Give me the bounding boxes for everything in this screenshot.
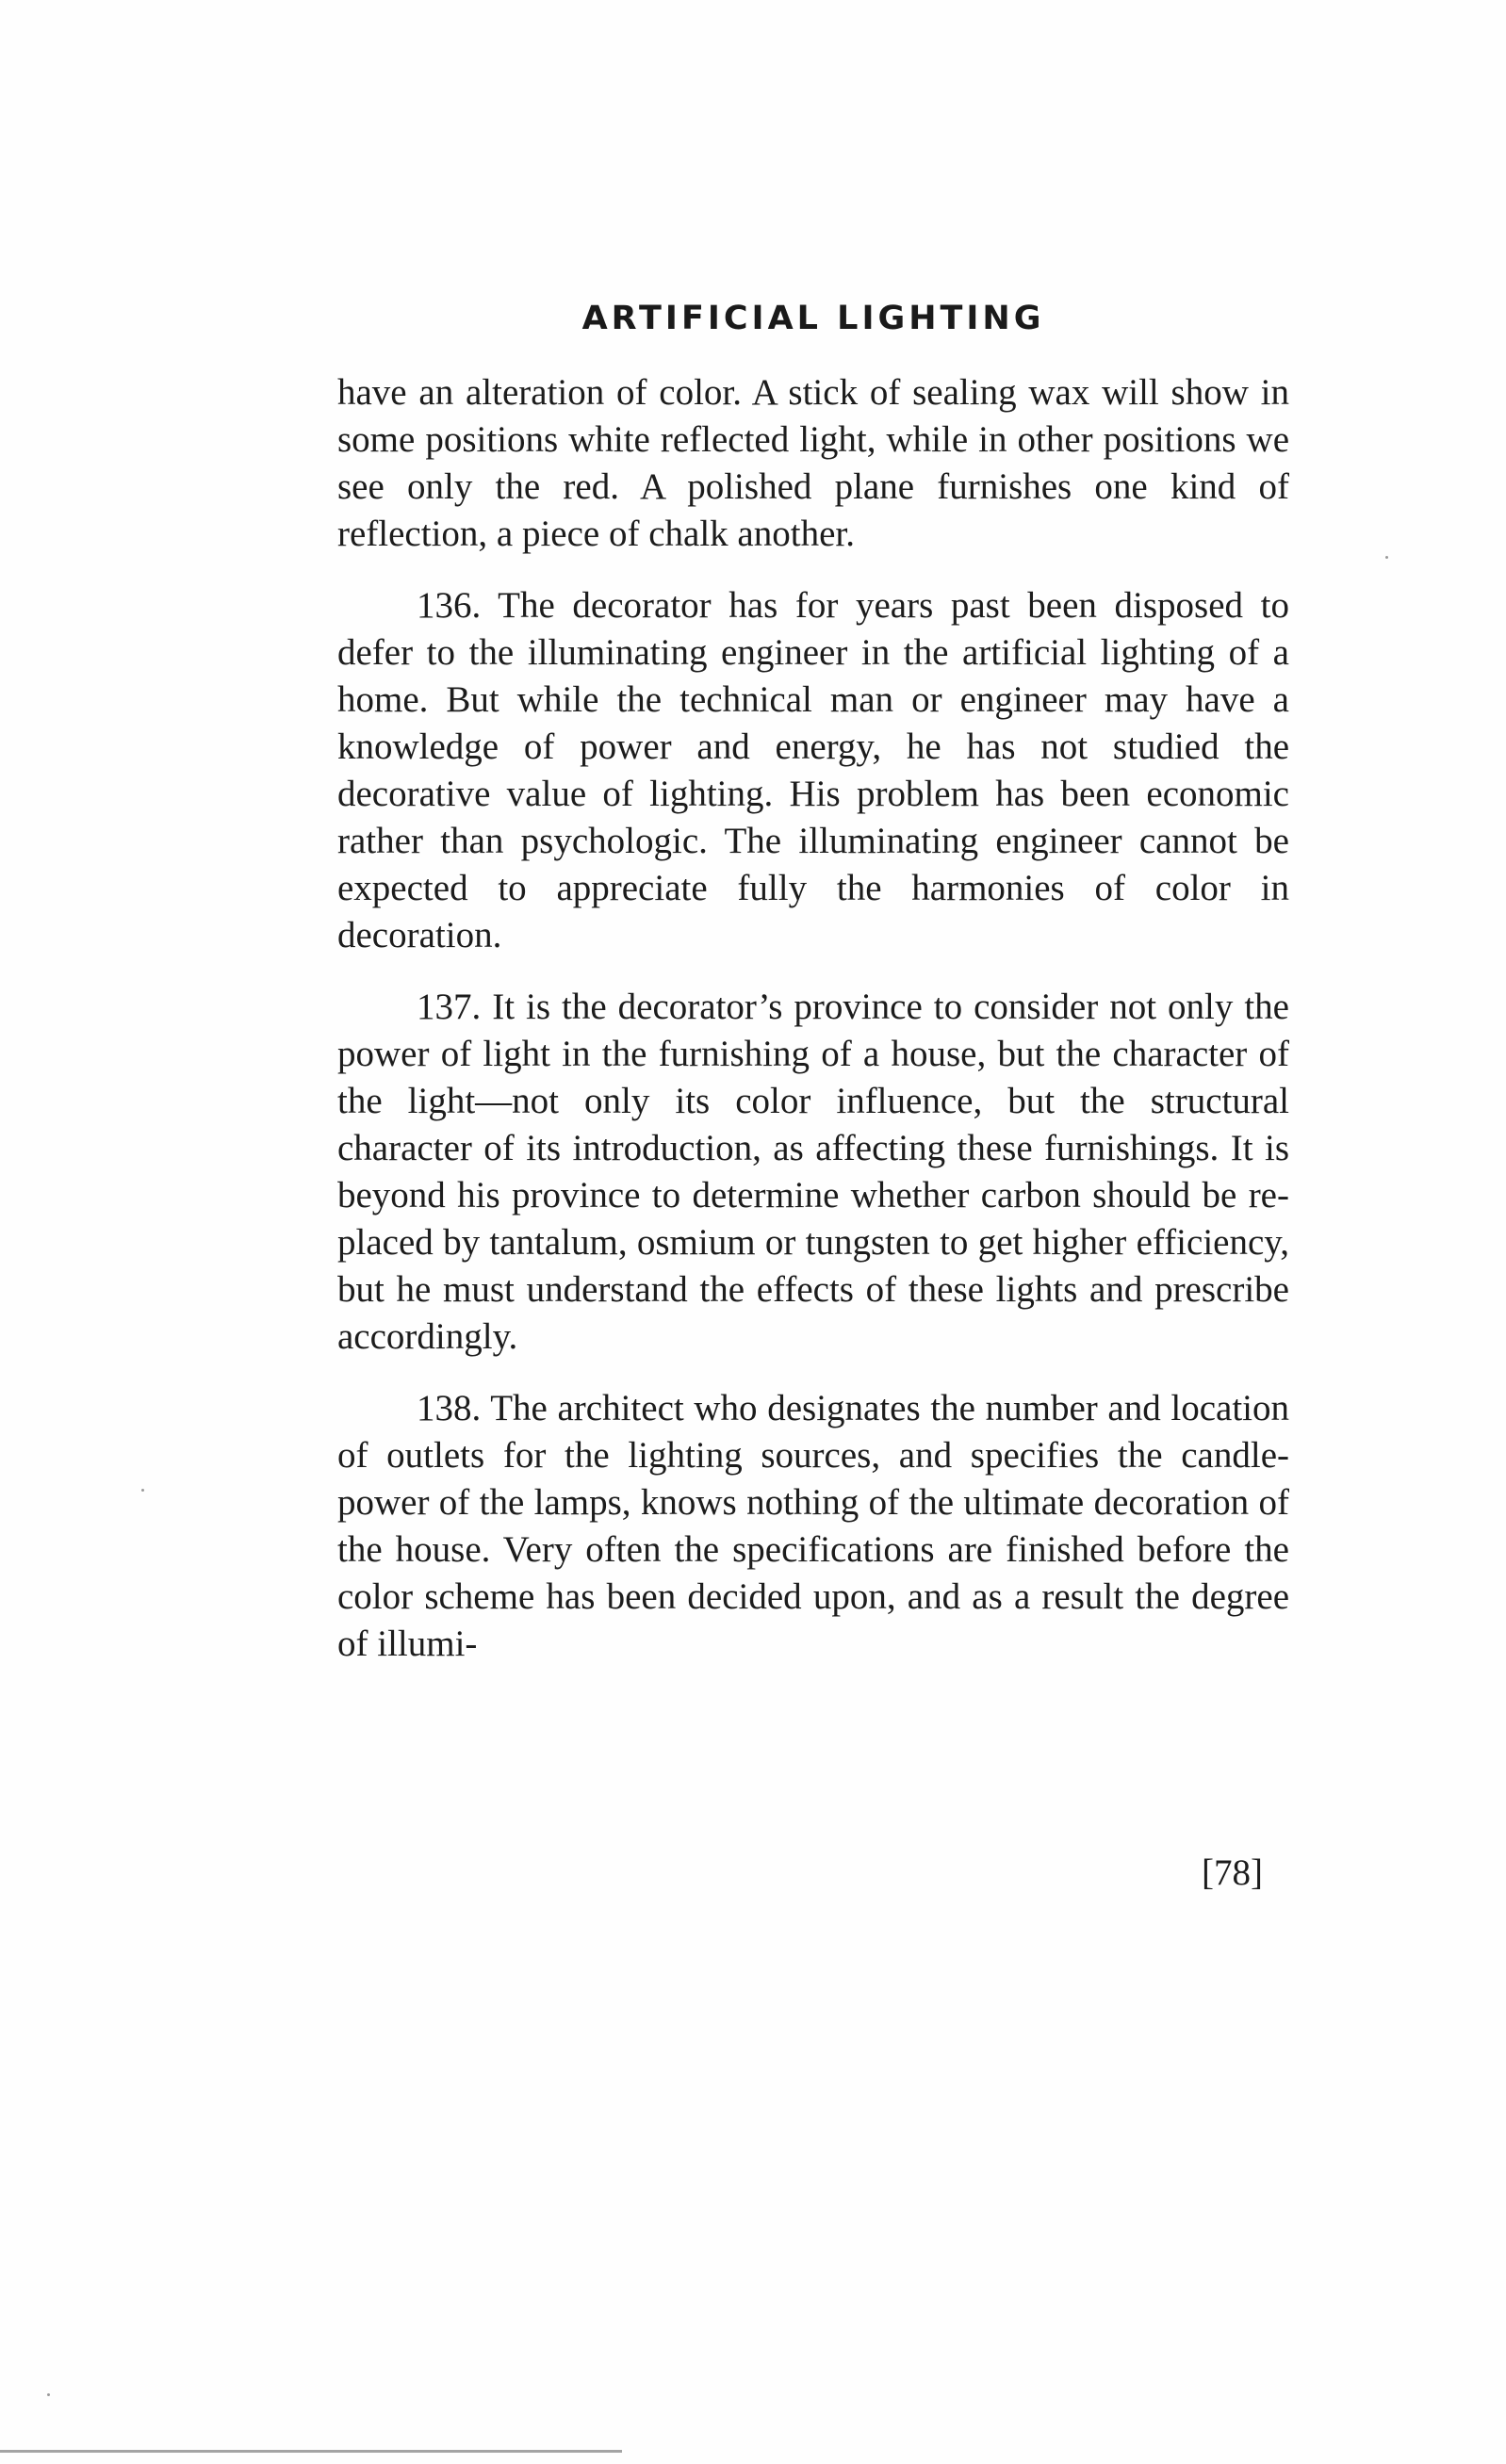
paragraph-137: 137. It is the decorator’s province to consider not only the power of light in the furnishing of a house, but the character of the light—not only its color influence, but the structural character of its introduction, as affecting these furnishings. It is beyond his province to determine whether carbon should be replaced by tantalum, osmium or tungsten to get higher efficiency, but he must understand the effects of these lights and prescribe accordingly. [337, 987, 1289, 1357]
scan-edge-line [0, 2450, 622, 2453]
paragraph-138: 138. The architect who designates the number and location of outlets for the lighting sources, and specifies the candle-power of the lamps, knows nothing of the ultimate decoration of the house. Very often the specifications are finished before the color scheme has been decided upon, and as a result the degree of illumi- [337, 1388, 1289, 1664]
running-head: ARTIFICIAL LIGHTING [581, 300, 1045, 337]
body-text [337, 369, 1289, 1668]
paragraph-136: 136. The decorator has for years past been disposed to defer to the illuminating engineer in the artificial lighting of a home. But while the technical man or engineer may have a knowledge of power and energy, he has not studied the decorative value of lighting. His problem has been economic rather than psychologic. The illuminating engineer cannot be expected to appreciate fully the harmonies of color in decoration. [337, 585, 1289, 955]
scan-speck [141, 1489, 144, 1492]
page-number: [78] [1202, 1852, 1263, 1893]
scan-speck [47, 2393, 50, 2396]
paragraph-continued: have an alteration of color. A stick of sealing wax will show in some positions white reflected light, while in other positions we see only the red. A polished plane furnishes one kind of reflection, a piece of chalk another. [337, 372, 1289, 554]
scan-speck [1385, 556, 1388, 559]
